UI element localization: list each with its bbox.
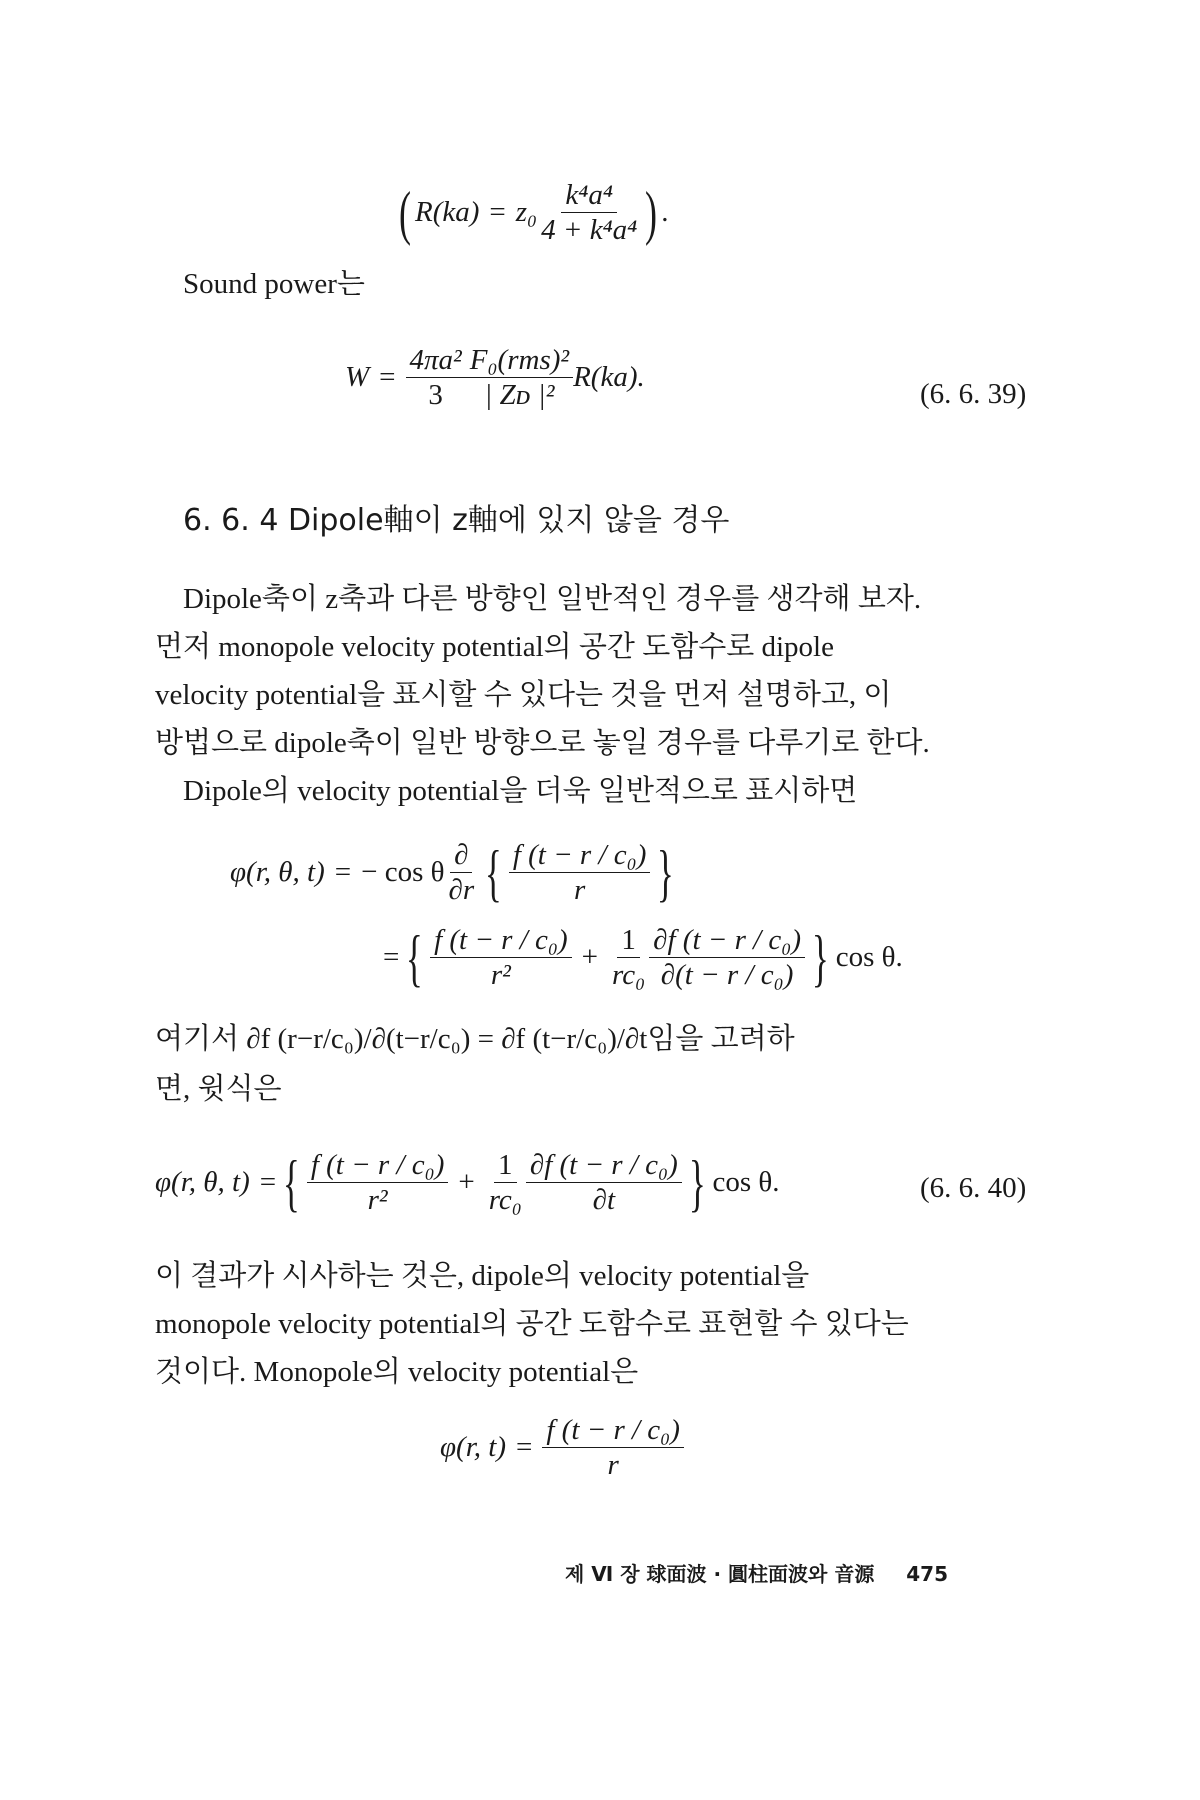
- footer-chapter: 제 Ⅵ 장 球面波 · 圓柱面波와 音源: [565, 1562, 875, 1586]
- running-footer: [565, 1558, 948, 1587]
- equation-number-6-6-40: (6. 6. 40): [920, 1172, 1027, 1204]
- equation-power: W = $\frac{\text{4πa²}}{3}$ $\frac{\text{F₀(rms)²}}{\text{| Zᴅ |²}}$ R(ka).: [345, 344, 645, 412]
- equation-phi3: φ(r, θ, t) = { $\frac{\text{f (t − r / c₀)}}{\text{r²}}$ + $\frac{1}{\text{rc₀}}$ $\frac{\text{∂f (t − r / c₀)}}{\partial t}$ } cos θ.: [155, 1147, 780, 1219]
- equation-phi4: φ(r, t) = $\frac{\text{f (t − r / c₀)}}{r}$: [440, 1415, 684, 1481]
- para2: Dipole의 velocity potential을 더욱 일반적으로 표시하면: [183, 775, 858, 807]
- section-heading: 6. 6. 4 Dipole軸이 z軸에 있지 않을 경우: [183, 503, 730, 538]
- equation-phi1: φ(r, θ, t) = − cos θ $\frac{\partial}{\partial r}$ { $\frac{\text{f (t − r / c₀)}}{r}$ }: [230, 837, 675, 909]
- para4-line2: monopole velocity potential의 공간 도함수로 표현할 수 있다는: [155, 1308, 909, 1340]
- para1-line3: velocity potential을 표시할 수 있다는 것을 먼저 설명하고, 이: [155, 679, 892, 711]
- para1-line4: 방법으로 dipole축이 일반 방향으로 놓일 경우를 다루기로 한다.: [155, 727, 930, 759]
- rka-fraction: $\frac{\text{k⁴a⁴}}{\text{4 + k⁴a⁴}}$: [541, 179, 638, 247]
- para1-line2: 먼저 monopole velocity potential의 공간 도함수로 dipole: [155, 631, 834, 663]
- equation-number-6-6-39: (6. 6. 39): [920, 378, 1027, 410]
- para4-line3: 것이다. Monopole의 velocity potential은: [155, 1356, 639, 1388]
- sound-power-label: Sound power는: [183, 268, 365, 300]
- equation-phi2: = { $\frac{\text{f (t − r / c₀)}}{\text{r²}}$ + $\frac{1}{\text{rc₀}}$ $\frac{\text{∂f (t − r / c₀)}}{\text{∂(t − r / c₀)}}$ } cos θ.: [383, 922, 903, 994]
- para1-line1: Dipole축이 z축과 다른 방향인 일반적인 경우를 생각해 보자.: [183, 583, 922, 615]
- page-number: 475: [906, 1562, 949, 1586]
- para3-line2: 면, 윗식은: [155, 1073, 282, 1105]
- rka-lhs: R(ka): [414, 196, 480, 229]
- para3-line1: 여기서 ∂f (r−r/c₀)/∂(t−r/c₀) = ∂f (t−r/c₀)/∂t임을 고려하: [155, 1023, 795, 1055]
- rka-coef: z₀: [515, 196, 538, 229]
- para4-line1: 이 결과가 시사하는 것은, dipole의 velocity potential을: [155, 1260, 810, 1292]
- equation-rka: ( R(ka) = z₀ $\frac{\text{k⁴a⁴}}{\text{4 + k⁴a⁴}}$ ) .: [398, 179, 669, 247]
